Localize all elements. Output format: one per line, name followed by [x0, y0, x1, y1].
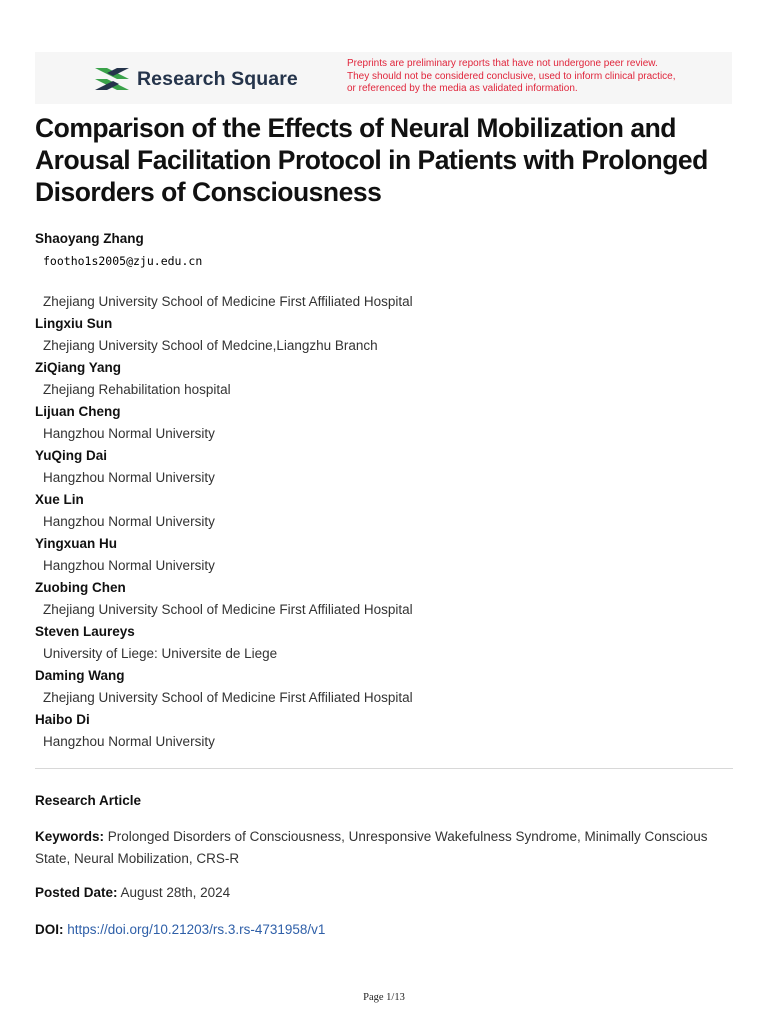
preprint-header [35, 52, 732, 104]
article-title: Comparison of the Effects of Neural Mobilization and Arousal Facilitation Protocol in Patients with Prolonged Disorders of Consciousness [35, 113, 708, 207]
author-name: YuQing Dai [35, 448, 108, 463]
posted-date [35, 882, 735, 904]
research-square-logo-icon [93, 65, 131, 93]
author-affiliation: Hangzhou Normal University [43, 558, 215, 573]
keywords-value: Prolonged Disorders of Consciousness, Unresponsive Wakefulness Syndrome, Minimally Conscious State, Neural Mobilization, CRS-R [35, 829, 708, 866]
author-name: Lingxiu Sun [35, 316, 113, 331]
page-number: Page 1/13 [363, 992, 405, 1003]
disclaimer-line: They should not be considered conclusive, used to inform clinical practice, [347, 70, 676, 82]
preprint-disclaimer [347, 58, 676, 96]
keywords [35, 826, 735, 870]
author-name: Yingxuan Hu [35, 536, 118, 551]
posted-date-value: August 28th, 2024 [120, 885, 231, 900]
author-affiliation: Hangzhou Normal University [43, 426, 215, 441]
author-name: Shaoyang Zhang [35, 231, 144, 246]
author-affiliation: Zhejiang University School of Medicine First Affiliated Hospital [43, 690, 413, 705]
author-name: Xue Lin [35, 492, 84, 507]
author-name: Zuobing Chen [35, 580, 126, 595]
author-affiliation: Zhejiang University School of Medicine First Affiliated Hospital [43, 294, 413, 309]
author-affiliation: Zhejiang University School of Medcine,Liangzhu Branch [43, 338, 378, 353]
author-name: Lijuan Cheng [35, 404, 121, 419]
logo-text: Research Square [137, 67, 298, 90]
author-affiliation: Hangzhou Normal University [43, 470, 215, 485]
article-type-label: Research Article [35, 793, 142, 808]
keywords-label: Keywords: [35, 829, 105, 844]
author-name: Daming Wang [35, 668, 125, 683]
doi-link[interactable]: https://doi.org/10.21203/rs.3.rs-4731958/v1 [67, 922, 326, 937]
author-list [35, 228, 735, 753]
posted-date-label: Posted Date: [35, 885, 118, 900]
section-divider [35, 768, 733, 769]
author-affiliation: Hangzhou Normal University [43, 734, 215, 749]
author-name: Steven Laureys [35, 624, 135, 639]
research-square-logo[interactable] [93, 64, 298, 94]
article-type [35, 790, 735, 812]
disclaimer-line: Preprints are preliminary reports that have not undergone peer review. [347, 58, 658, 69]
author-email-link[interactable]: footho1s2005@zju.edu.cn [43, 254, 203, 268]
author-name: Haibo Di [35, 712, 90, 727]
author-affiliation: Zhejiang Rehabilitation hospital [43, 382, 231, 397]
doi-label: DOI: [35, 922, 64, 937]
author-name: ZiQiang Yang [35, 360, 122, 375]
doi [35, 919, 735, 941]
author-affiliation: Hangzhou Normal University [43, 514, 215, 529]
disclaimer-line: or referenced by the media as validated information. [347, 83, 578, 94]
author-affiliation: University of Liege: Universite de Liege [43, 646, 278, 661]
author-affiliation: Zhejiang University School of Medicine First Affiliated Hospital [43, 602, 413, 617]
